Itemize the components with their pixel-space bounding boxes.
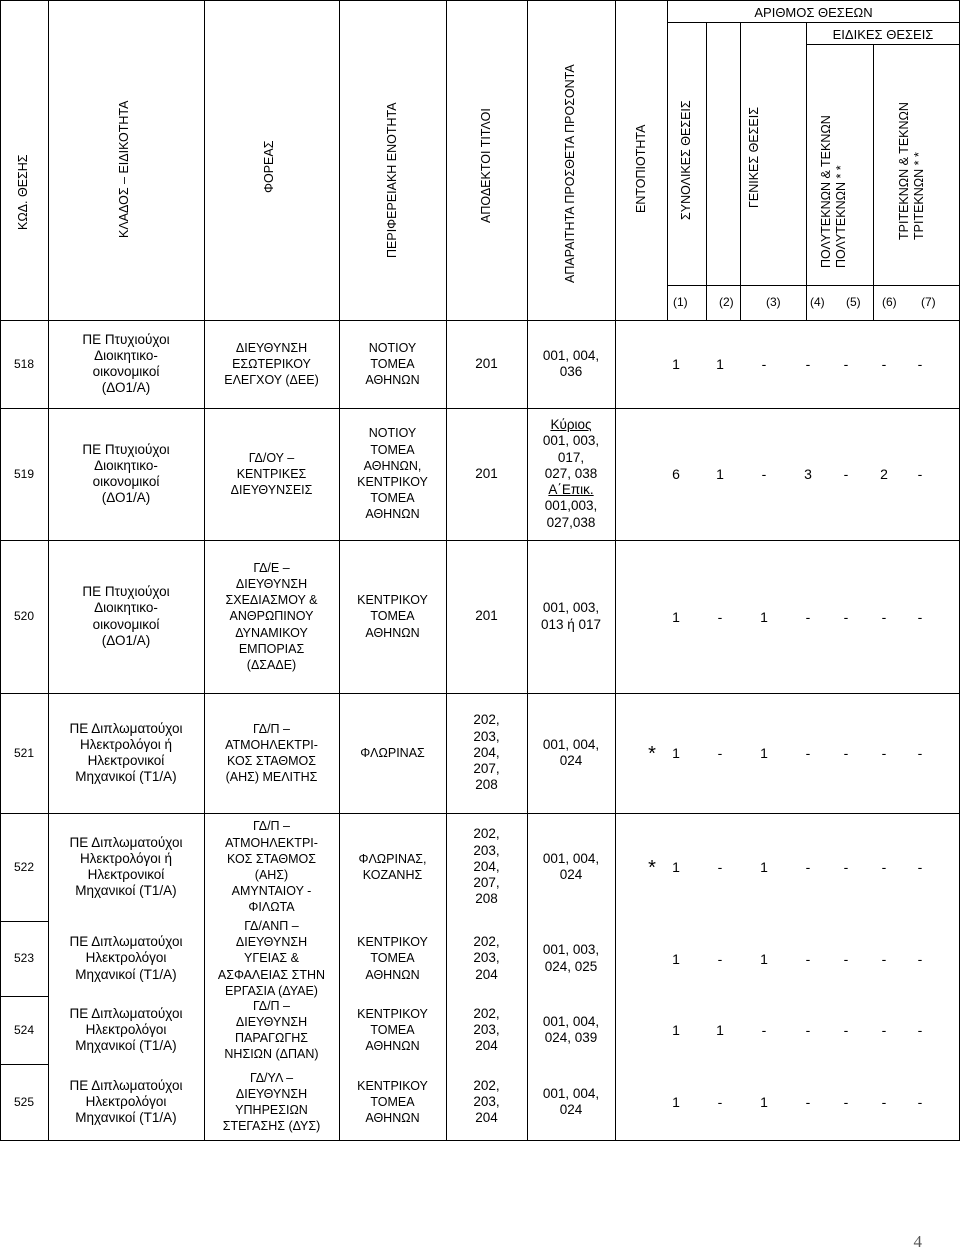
row-klados-line: οικονομικοί: [92, 474, 160, 489]
row-prosonta-line: Α΄Επικ.: [548, 482, 594, 498]
row-klados: [48, 693, 204, 813]
row-count-col-4: -: [805, 859, 811, 875]
row-titloi: [446, 408, 527, 540]
row-titloi-line: 204,: [473, 744, 500, 760]
row-count-col-4: -: [805, 608, 811, 625]
row-count-col-4: -: [805, 1094, 811, 1110]
row-count-col-4: -: [805, 950, 811, 967]
row-titloi-line: 203,: [473, 728, 500, 744]
header-genikes: ΓΕΝΙΚΕΣ ΘΕΣΕΙΣ: [747, 107, 761, 208]
row-titloi-line: 204: [475, 1038, 498, 1054]
row-foreas-line: ΥΠΗΡΕΣΙΩΝ: [235, 1103, 308, 1117]
row-klados-line: ΠΕ Διπλωματούχοι: [69, 1005, 183, 1021]
row-klados-line: Ηλεκτρολόγοι ή: [79, 850, 173, 866]
row-titloi-line: 203,: [473, 1093, 500, 1109]
row-klados-line: ΠΕ Διπλωματούχοι: [69, 720, 183, 736]
row-count-col-4: 3: [804, 466, 812, 482]
row-count-col-2: -: [717, 1094, 723, 1110]
row-prosonta-line: 001, 004,: [542, 347, 600, 363]
row-titloi: [446, 320, 527, 408]
header-periferiaki: ΠΕΡΙΦΕΡΕΙΑΚΗ ΕΝΟΤΗΤΑ: [385, 102, 399, 258]
col-number-3: (3): [766, 295, 781, 309]
col-number-1: (1): [673, 295, 688, 309]
row-foreas-line: ΕΣΩΤΕΡΙΚΟΥ: [232, 356, 311, 371]
row-foreas-line: ΓΔ/ΥΛ –: [249, 1070, 294, 1085]
row-count-col-5: -: [843, 1022, 849, 1038]
row-count-col-2: -: [717, 608, 723, 625]
row-count-col-3: 1: [760, 608, 768, 625]
row-periferiaki-line: ΑΘΗΝΩΝ: [365, 373, 420, 388]
row-foreas-line: ΔΙΕΥΘΥΝΣΗ: [235, 1014, 308, 1029]
row-count-col-1: 1: [672, 1094, 680, 1110]
row-prosonta-line: 001,003,: [544, 498, 598, 514]
row-count-col-6: -: [881, 745, 887, 761]
row-klados-line: Ηλεκτρολόγοι: [85, 1093, 167, 1109]
col-number-7: (7): [921, 295, 936, 309]
row-klados-line: ΠΕ Πτυχιούχοι: [82, 441, 170, 457]
row-titloi-line: 201: [475, 608, 498, 624]
row-prosonta: [527, 540, 615, 693]
row-periferiaki-line: ΦΛΩΡΙΝΑΣ: [360, 745, 425, 760]
row-count-col-1: 1: [672, 745, 680, 761]
row-foreas-line: ΑΤΜΟΗΛΕΚΤΡΙ-: [225, 737, 318, 752]
row-count-col-6: -: [881, 950, 887, 967]
row-foreas-line: ΔΙΕΥΘΥΝΣΗ: [235, 935, 308, 950]
row-count-col-4: -: [805, 356, 811, 372]
row-foreas-line: ΦΙΛΩΤΑ: [248, 900, 295, 915]
row-prosonta-line: 024: [559, 753, 583, 768]
row-prosonta-line: 001, 003,: [542, 433, 600, 449]
row-periferiaki-line: ΚΕΝΤΡΙΚΟΥ: [357, 935, 428, 950]
header-entopiotita: ΕΝΤΟΠΙΟΤΗΤΑ: [634, 124, 648, 213]
row-klados-line: Μηχανικοί (Τ1/Α): [75, 769, 177, 785]
col-number-2: (2): [719, 295, 734, 309]
row-foreas-line: ΣΤΕΓΑΣΗΣ (ΔΥΣ): [222, 1119, 321, 1134]
row-count-col-6: -: [881, 1094, 887, 1110]
row-foreas-line: ΓΔ/Ε –: [253, 560, 290, 575]
row-count-col-1: 1: [672, 859, 680, 875]
row-foreas-line: ΓΔ/Π –: [252, 819, 290, 834]
row-titloi-line: 202,: [473, 712, 500, 728]
row-titloi: [446, 693, 527, 813]
row-count-col-7: -: [917, 745, 923, 761]
row-count-col-5: -: [843, 745, 849, 761]
row-klados-line: Ηλεκτρονικοί: [87, 867, 165, 882]
row-titloi-line: 202,: [473, 934, 500, 950]
row-count-col-4: -: [805, 1022, 811, 1038]
row-count-col-3: 1: [760, 1094, 768, 1110]
header-klados: ΚΛΑΔΟΣ – ΕΙΔΙΚΟΤΗΤΑ: [117, 100, 131, 238]
row-periferiaki-line: ΝΟΤΙΟΥ: [368, 340, 417, 355]
row-titloi-line: 203,: [473, 842, 500, 858]
row-klados-line: οικονομικοί: [92, 616, 160, 632]
row-periferiaki-line: ΤΟΜΕΑ: [370, 1022, 415, 1037]
row-periferiaki-line: ΚΕΝΤΡΙΚΟΥ: [357, 593, 428, 608]
row-klados: [48, 408, 204, 540]
row-prosonta-line: 024: [559, 867, 583, 882]
row-foreas: [204, 921, 339, 996]
row-prosonta: [527, 813, 615, 921]
row-titloi: [446, 1064, 527, 1140]
row-titloi-line: 202,: [473, 1077, 500, 1093]
header-kod-thesis: ΚΩΔ. ΘΕΣΗΣ: [16, 154, 30, 230]
row-count-col-1: 1: [672, 1022, 680, 1038]
row-klados-line: Μηχανικοί (Τ1/Α): [75, 1038, 177, 1054]
row-periferiaki: [339, 1064, 446, 1140]
row-count-col-3: 1: [760, 950, 768, 967]
row-prosonta-line: 001, 004,: [542, 1085, 600, 1101]
row-klados: [48, 320, 204, 408]
row-titloi-line: 204,: [473, 858, 500, 874]
row-count-col-5: -: [843, 356, 849, 372]
row-kod: 518: [13, 356, 35, 371]
row-count-col-3: -: [761, 1022, 767, 1038]
row-prosonta-line: 001, 004,: [542, 736, 600, 752]
row-titloi-line: 204: [475, 1110, 498, 1126]
row-foreas: [204, 1064, 339, 1140]
row-titloi: [446, 996, 527, 1064]
row-kod: 525: [13, 1094, 35, 1109]
row-foreas-line: ΕΛΕΓΧΟΥ (ΔΕΕ): [224, 373, 319, 388]
row-kod: 519: [13, 466, 35, 481]
row-klados: [48, 996, 204, 1064]
row-prosonta-line: 036: [559, 364, 583, 379]
row-foreas-line: ΔΙΕΥΘΥΝΣΕΙΣ: [230, 483, 313, 498]
row-count-col-2: -: [717, 950, 723, 967]
row-klados: [48, 540, 204, 693]
row-klados-line: Ηλεκτρολόγοι ή: [79, 736, 173, 752]
row-klados-line: Διοικητικο-: [94, 600, 158, 616]
page-number: 4: [913, 1232, 922, 1251]
row-periferiaki: [339, 320, 446, 408]
row-count-col-3: 1: [760, 745, 768, 761]
row-foreas-line: (ΑΗΣ) ΜΕΛΙΤΗΣ: [225, 770, 318, 785]
row-foreas-line: ΚΕΝΤΡΙΚΕΣ: [236, 466, 307, 481]
row-periferiaki-line: ΑΘΗΝΩΝ: [365, 507, 420, 522]
row-klados-line: Μηχανικοί (Τ1/Α): [75, 1110, 177, 1126]
row-foreas-line: ΕΜΠΟΡΙΑΣ: [238, 641, 305, 656]
row-kod: 520: [13, 609, 35, 624]
row-titloi-line: 207,: [473, 875, 500, 891]
row-foreas-line: ΑΣΦΑΛΕΙΑΣ ΣΤΗΝ: [217, 967, 326, 982]
row-prosonta-line: 024, 025: [544, 958, 598, 974]
row-periferiaki-line: ΤΟΜΕΑ: [370, 356, 415, 371]
row-foreas: [204, 693, 339, 813]
row-foreas-line: ΣΧΕΔΙΑΣΜΟΥ &: [225, 593, 318, 608]
row-count-col-6: -: [881, 608, 887, 625]
row-prosonta: [527, 693, 615, 813]
row-periferiaki-line: ΤΟΜΕΑ: [370, 442, 415, 457]
row-count-col-1: 6: [672, 466, 680, 482]
row-titloi-line: 208: [475, 891, 498, 907]
row-foreas-line: (ΔΣΑΔΕ): [246, 658, 297, 672]
row-count-col-5: -: [843, 950, 849, 967]
row-prosonta-line: Κύριος: [550, 417, 592, 433]
row-titloi-line: 203,: [473, 1021, 500, 1037]
row-count-col-1: 1: [672, 950, 680, 967]
row-count-col-2: 1: [716, 1022, 724, 1038]
row-klados-line: ΠΕ Πτυχιούχοι: [82, 584, 170, 600]
row-periferiaki-line: ΤΟΜΕΑ: [370, 951, 415, 966]
row-klados-line: Ηλεκτρονικοί: [87, 753, 165, 768]
row-periferiaki: [339, 693, 446, 813]
row-kod: 523: [13, 951, 35, 966]
row-count-col-6: -: [881, 1022, 887, 1038]
row-prosonta-line: 001, 003,: [542, 600, 600, 616]
row-periferiaki-line: ΤΟΜΕΑ: [370, 609, 415, 624]
row-periferiaki-line: ΤΟΜΕΑ: [370, 1094, 415, 1109]
row-foreas-line: ΔΙΕΥΘΥΝΣΗ: [235, 576, 308, 591]
row-count-col-2: 1: [716, 356, 724, 372]
row-klados: [48, 813, 204, 921]
row-titloi: [446, 921, 527, 996]
row-klados-line: (ΔΟ1/Α): [101, 490, 151, 506]
row-periferiaki-line: ΑΘΗΝΩΝ: [365, 625, 420, 640]
row-periferiaki-line: ΑΘΗΝΩΝ: [365, 1039, 420, 1054]
row-titloi-line: 201: [475, 465, 498, 481]
row-foreas: [204, 540, 339, 693]
row-periferiaki-line: ΚΕΝΤΡΙΚΟΥ: [357, 1006, 428, 1021]
row-count-col-3: -: [761, 356, 767, 372]
row-titloi: [446, 813, 527, 921]
row-prosonta: [527, 1064, 615, 1140]
row-titloi: [446, 540, 527, 693]
row-prosonta-line: 001, 004,: [542, 1013, 600, 1029]
row-foreas-line: ΓΔ/Π –: [252, 998, 290, 1013]
row-prosonta: [527, 320, 615, 408]
row-foreas: [204, 408, 339, 540]
row-periferiaki: [339, 921, 446, 996]
row-titloi-line: 202,: [473, 826, 500, 842]
row-foreas-line: ΕΡΓΑΣΙΑ (ΔΥΑΕ): [225, 983, 318, 998]
row-count-col-5: -: [843, 466, 849, 482]
row-klados-line: ΠΕ Διπλωματούχοι: [69, 934, 183, 950]
row-klados-line: (ΔΟ1/Α): [101, 632, 151, 648]
row-periferiaki-line: ΚΕΝΤΡΙΚΟΥ: [357, 1078, 428, 1093]
row-count-col-6: -: [881, 356, 887, 372]
header-polyteknon: ΠΟΛΥΤΕΚΝΩΝ & ΤΕΚΝΩΝ ΠΟΛΥΤΕΚΝΩΝ * *: [819, 115, 848, 268]
row-klados: [48, 921, 204, 996]
row-titloi-line: 208: [475, 777, 498, 793]
row-entopiotita: *: [648, 743, 656, 765]
row-kod: 524: [13, 1022, 35, 1037]
row-count-col-6: 2: [880, 466, 888, 482]
row-foreas: [204, 996, 339, 1064]
row-periferiaki-line: ΑΘΗΝΩΝ: [365, 1111, 420, 1126]
row-titloi-line: 203,: [473, 950, 500, 966]
row-klados-line: ΠΕ Πτυχιούχοι: [82, 331, 170, 347]
row-count-col-2: -: [717, 859, 723, 875]
row-periferiaki-line: ΚΕΝΤΡΙΚΟΥ: [357, 475, 428, 489]
row-titloi-line: 204: [475, 966, 498, 982]
row-foreas: [204, 320, 339, 408]
header-triteknon: ΤΡΙΤΕΚΝΩΝ & ΤΕΚΝΩΝ ΤΡΙΤΕΚΝΩΝ * *: [897, 102, 926, 240]
row-periferiaki: [339, 408, 446, 540]
row-kod: 521: [13, 745, 35, 760]
row-foreas-line: ΔΙΕΥΘΥΝΣΗ: [235, 340, 308, 355]
row-count-col-7: -: [917, 608, 923, 625]
row-foreas-line: ΔΥΝΑΜΙΚΟΥ: [235, 625, 308, 640]
row-count-col-7: -: [917, 859, 923, 875]
row-count-col-7: -: [917, 466, 923, 482]
row-count-col-6: -: [881, 859, 887, 875]
row-periferiaki: [339, 996, 446, 1064]
row-klados-line: Μηχανικοί (Τ1/Α): [75, 883, 177, 899]
row-titloi-line: 201: [475, 355, 498, 371]
row-count-col-3: 1: [760, 859, 768, 875]
row-foreas-line: ΓΔ/Π –: [252, 721, 290, 736]
row-periferiaki-line: ΑΘΗΝΩΝ: [365, 967, 420, 982]
row-foreas-line: ΑΜΥΝΤΑΙΟΥ -: [231, 884, 312, 899]
row-kod: 522: [13, 859, 35, 874]
row-titloi-line: 202,: [473, 1005, 500, 1021]
row-foreas-line: (ΑΗΣ): [254, 868, 289, 882]
row-klados-line: οικονομικοί: [92, 364, 160, 379]
row-periferiaki: [339, 540, 446, 693]
row-prosonta: [527, 996, 615, 1064]
header-foreas: ΦΟΡΕΑΣ: [262, 140, 276, 193]
header-prosonta: ΑΠΑΡΑΙΤΗΤΑ ΠΡΟΣΘΕΤΑ ΠΡΟΣΟΝΤΑ: [563, 64, 577, 283]
row-periferiaki-line: ΚΟΖΑΝΗΣ: [362, 868, 423, 882]
row-foreas-line: ΠΑΡΑΓΩΓΗΣ: [235, 1031, 308, 1045]
row-klados-line: Μηχανικοί (Τ1/Α): [75, 966, 177, 982]
row-entopiotita: *: [648, 857, 656, 879]
header-titloi: ΑΠΟΔΕΚΤΟΙ ΤΙΤΛΟΙ: [479, 108, 493, 223]
row-prosonta-line: 001, 003,: [542, 942, 600, 958]
row-count-col-1: 1: [672, 356, 680, 372]
row-klados-line: Ηλεκτρολόγοι: [85, 950, 167, 966]
row-klados-line: Ηλεκτρολόγοι: [85, 1021, 167, 1037]
row-prosonta-line: 001, 004,: [542, 850, 600, 866]
row-count-col-7: -: [917, 1094, 923, 1110]
row-periferiaki-line: ΑΘΗΝΩΝ,: [363, 458, 422, 473]
row-klados-line: (ΔΟ1/Α): [101, 380, 151, 396]
row-prosonta-line: 017,: [557, 449, 585, 465]
row-foreas-line: ΑΤΜΟΗΛΕΚΤΡΙ-: [225, 835, 318, 850]
col-number-5: (5): [846, 295, 861, 309]
row-klados-line: ΠΕ Διπλωματούχοι: [69, 834, 183, 850]
row-periferiaki: [339, 813, 446, 921]
row-count-col-2: -: [717, 745, 723, 761]
row-klados-line: Διοικητικο-: [94, 347, 158, 363]
row-prosonta-line: 013 ή 017: [540, 616, 602, 632]
col-number-4: (4): [810, 295, 825, 309]
row-count-col-7: -: [917, 1022, 923, 1038]
row-foreas-line: ΚΟΣ ΣΤΑΘΜΟΣ: [227, 851, 316, 866]
row-prosonta: [527, 408, 615, 540]
header-eidikes-theseis: ΕΙΔΙΚΕΣ ΘΕΣΕΙΣ: [832, 27, 934, 42]
row-foreas-line: ΝΗΣΙΩΝ (ΔΠΑΝ): [224, 1047, 319, 1062]
row-count-col-5: -: [843, 608, 849, 625]
row-periferiaki-line: ΤΟΜΕΑ: [370, 491, 415, 506]
row-prosonta-line: 024, 039: [544, 1030, 598, 1045]
row-foreas: [204, 813, 339, 921]
row-foreas-line: ΚΟΣ ΣΤΑΘΜΟΣ: [227, 754, 316, 768]
row-klados: [48, 1064, 204, 1140]
row-foreas-line: ΑΝΘΡΩΠΙΝΟΥ: [229, 609, 314, 624]
row-klados-line: Διοικητικο-: [94, 457, 158, 473]
row-foreas-line: ΓΔ/ΑΝΠ –: [244, 919, 299, 933]
row-periferiaki-line: ΝΟΤΙΟΥ: [368, 426, 417, 441]
header-synolikes: ΣΥΝΟΛΙΚΕΣ ΘΕΣΕΙΣ: [679, 100, 693, 220]
row-prosonta: [527, 921, 615, 996]
col-number-6: (6): [882, 295, 897, 309]
row-prosonta-line: 027,038: [546, 514, 596, 530]
row-count-col-5: -: [843, 859, 849, 875]
row-count-col-2: 1: [716, 466, 724, 482]
row-count-col-5: -: [843, 1094, 849, 1110]
row-klados-line: ΠΕ Διπλωματούχοι: [69, 1077, 183, 1093]
row-count-col-7: -: [917, 356, 923, 372]
row-foreas-line: ΥΓΕΙΑΣ &: [244, 951, 299, 966]
row-foreas-line: ΓΔ/ΟΥ –: [248, 450, 295, 465]
row-prosonta-line: 024: [559, 1102, 583, 1117]
row-prosonta-line: 027, 038: [544, 465, 598, 481]
row-count-col-4: -: [805, 745, 811, 761]
row-count-col-7: -: [917, 950, 923, 967]
row-titloi-line: 207,: [473, 761, 500, 777]
row-periferiaki-line: ΦΛΩΡΙΝΑΣ,: [358, 851, 427, 866]
row-foreas-line: ΔΙΕΥΘΥΝΣΗ: [235, 1086, 308, 1101]
row-count-col-3: -: [761, 466, 767, 482]
row-count-col-1: 1: [672, 608, 680, 625]
header-arithmos-theseon: ΑΡΙΘΜΟΣ ΘΕΣΕΩΝ: [754, 5, 873, 20]
